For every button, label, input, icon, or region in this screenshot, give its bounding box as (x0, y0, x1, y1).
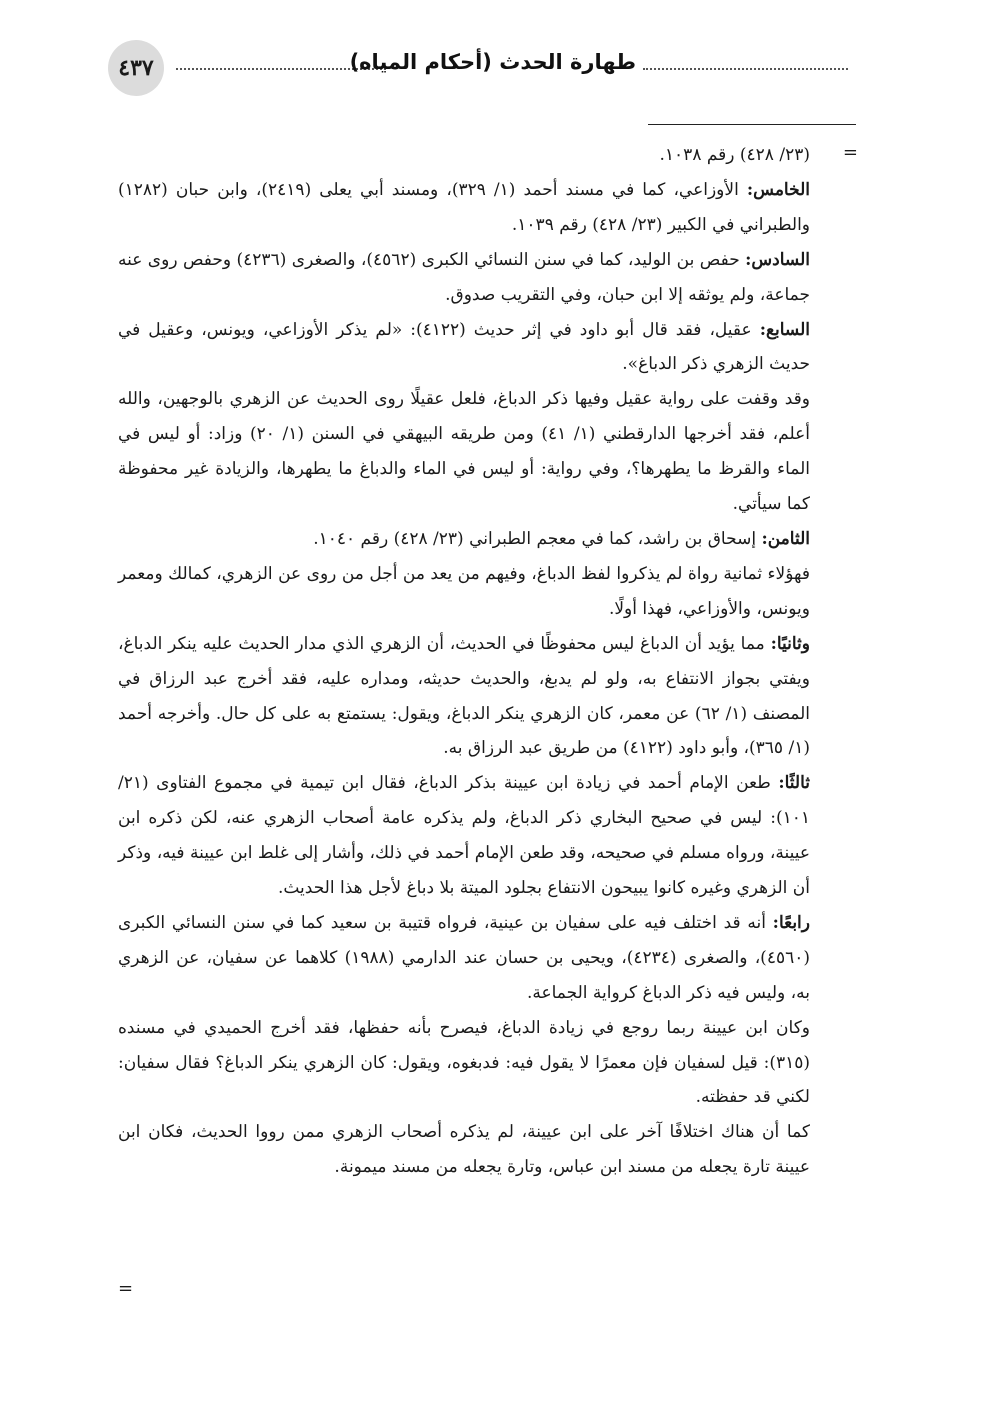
paragraph-text: وقد وقفت على رواية عقيل وفيها ذكر الدباغ، فلعل عقيلًا روى الحديث عن الزهري بالوجهين، والله أعلم، فقد أخرجها الدارقطني (١/ ٤١) ومن طريقه البيهقي في السنن (١/ ٢٠) وزاد: أو ليس في الماء والقرظ ما يطهرها؟، وفي رواية: أو ليس في الماء والدباغ ما يطهرها، والزيادة غير محفوظة كما سيأتي. (118, 389, 810, 515)
paragraph-text: كما أن هناك اختلافًا آخر على ابن عيينة، لم يذكره أصحاب الزهري ممن رووا الحديث، فكان ابن عيينة تارة يجعله من مسند ابن عباس، وتارة يجعله من مسند ميمونة. (118, 1122, 810, 1178)
paragraph-lead: السابع: (759, 319, 810, 340)
running-head-title: طهارة الحدث (أحكام المياه) (349, 50, 636, 74)
paragraph-text: أنه قد اختلف فيه على سفيان بن عينية، فرواه قتيبة بن سعيد كما في سنن النسائي الكبرى (٤٥٦٠)، والصغرى (٤٢٣٤)، ويحيى بن حسان عند الدارمي (١٩٨٨) كلاهما عن سفيان، عن الزهري به، وليس فيه ذكر الدباغ كرواية الجماعة. (118, 912, 810, 1003)
paragraph-lead: رابعًا: (772, 912, 810, 933)
paragraph-text: وكان ابن عيينة ربما روجع في زيادة الدباغ، فيصرح بأنه حفظها، فقد أخرج الحميدي في مسنده (٣١٥): قيل لسفيان فإن معمرًا لا يقول فيه: فدبغوه، ويقول: كان الزهري ينكر الدباغ؟ فقال سفيان: لكني قد حفظته. (118, 1017, 810, 1108)
paragraph-lead: الخامس: (746, 179, 810, 200)
footnote-paragraph (118, 382, 810, 522)
continuation-mark-bottom: = (118, 1278, 134, 1299)
paragraph-lead: السادس: (745, 249, 810, 270)
paragraph-text: (٢٣/ ٤٢٨) رقم ١٠٣٨. (659, 145, 810, 165)
paragraph-text: فهؤلاء ثمانية رواة لم يذكروا لفظ الدباغ، وفيهم من يعد من أجل من روى عن الزهري، كمالك ومعمر ويونس، والأوزاعي، فهذا أولًا. (118, 563, 810, 619)
paragraph-text: عقيل، فقد قال أبو داود في إثر حديث (٤١٢٢): «لم يذكر الأوزاعي، ويونس، وعقيل في حديث الزهري ذكر الدباغ». (118, 319, 810, 375)
footnote-paragraph (118, 138, 810, 173)
page-number-badge: ٤٣٧ (108, 40, 164, 96)
paragraph-text: حفص بن الوليد، كما في سنن النسائي الكبرى (٤٥٦٢)، والصغرى (٤٢٣٦) وحفص روى عنه جماعة، ولم يوثقه إلا ابن حبان، وفي التقريب صدوق. (118, 249, 810, 305)
footnote-paragraph (118, 906, 810, 1011)
paragraph-lead: ثالثًا: (778, 773, 810, 794)
page-header (108, 40, 848, 98)
footnote-paragraph (118, 173, 810, 243)
footnote-paragraph (118, 1115, 810, 1185)
footnote-paragraph (118, 243, 810, 313)
footnote-body (118, 138, 810, 1185)
paragraph-lead: وثانيًا: (770, 633, 810, 654)
paragraph-text: طعن الإمام أحمد في زيادة ابن عيينة بذكر الدباغ، فقال ابن تيمية في مجموع الفتاوى (٢١/ ١٠١): ليس في صحيح البخاري ذكر الدباغ، ولم يذكره عامة أصحاب الزهري عنه، لكن ذكره ابن عيينة، ورواه مسلم في صحيحه، وقد طعن الإمام أحمد في ذلك، وأشار إلى غلط ابن عيينة فيه، وذكر أن الزهري وغيره كانوا يبيحون الانتفاع بجلود الميتة بلا دباغ لأجل هذا الحديث. (118, 773, 810, 899)
footnote-paragraph (118, 1011, 810, 1116)
footnote-paragraph (118, 627, 810, 767)
header-dotted-rule-right (643, 66, 848, 70)
footnote-paragraph (118, 557, 810, 627)
paragraph-text: مما يؤيد أن الدباغ ليس محفوظًا في الحديث، أن الزهري الذي مدار الحديث عليه ينكر الدباغ، ويفتي بجواز الانتفاع به، ولو لم يدبغ، والحديث حديثه، ومداره عليه، فقد أخرج عبد الرزاق في المصنف (١/ ٦٢) عن معمر، كان الزهري ينكر الدباغ، ويقول: يستمتع به على كل حال. وأخرجه أحمد (١/ ٣٦٥)، وأبو داود (٤١٢٢) من طريق عبد الرزاق به. (118, 633, 810, 759)
continuation-mark-top: = (842, 142, 858, 163)
footnote-paragraph (118, 766, 810, 906)
footnote-separator (648, 124, 856, 125)
paragraph-lead: الثامن: (761, 528, 810, 549)
paragraph-text: الأوزاعي، كما في مسند أحمد (١/ ٣٢٩)، ومسند أبي يعلى (٢٤١٩)، وابن حبان (١٢٨٢) والطبراني في الكبير (٢٣/ ٤٢٨) رقم ١٠٣٩. (118, 179, 810, 235)
footnote-paragraph (118, 313, 810, 383)
paragraph-text: إسحاق بن راشد، كما في معجم الطبراني (٢٣/ ٤٢٨) رقم ١٠٤٠. (313, 528, 762, 549)
footnote-paragraph (118, 522, 810, 557)
